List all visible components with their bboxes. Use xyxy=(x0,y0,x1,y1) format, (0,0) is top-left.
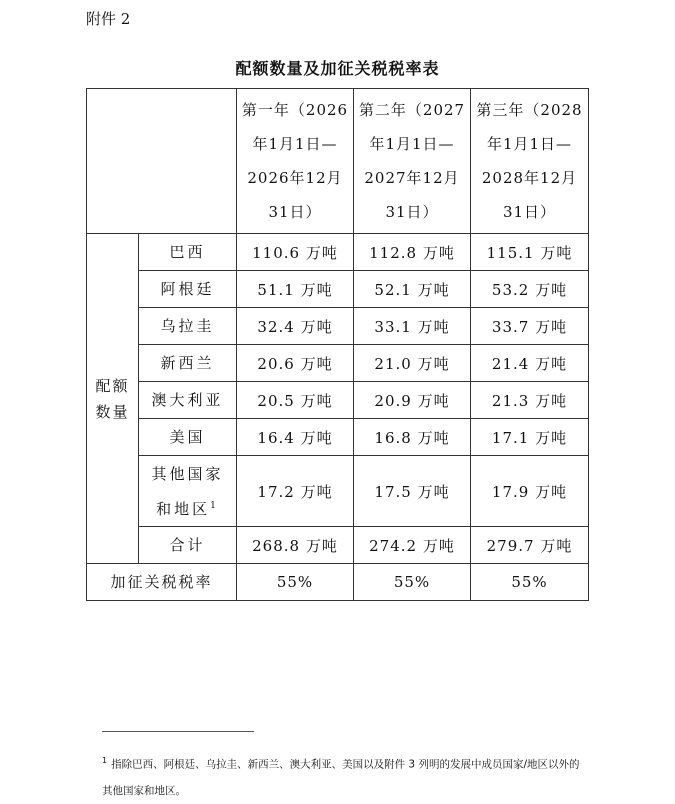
country-cell: 巴西 xyxy=(139,234,237,271)
table-row xyxy=(87,456,589,527)
total-label: 合计 xyxy=(139,527,237,564)
value-cell: 17.9 万吨 xyxy=(471,456,589,527)
country-cell: 乌拉圭 xyxy=(139,308,237,345)
country-cell: 美国 xyxy=(139,419,237,456)
table-title: 配额数量及加征关税税率表 xyxy=(235,59,440,78)
value-cell: 21.4 万吨 xyxy=(471,345,589,382)
value-cell: 52.1 万吨 xyxy=(354,271,471,308)
value-cell: 32.4 万吨 xyxy=(237,308,354,345)
table-row xyxy=(87,271,589,308)
tariff-rate-label: 加征关税税率 xyxy=(87,564,237,601)
value-cell: 16.4 万吨 xyxy=(237,419,354,456)
header-year-1: 第一年（2026年1月1日—2026年12月31日） xyxy=(237,89,354,234)
value-cell: 20.6 万吨 xyxy=(237,345,354,382)
value-cell: 20.5 万吨 xyxy=(237,382,354,419)
table-row xyxy=(87,234,589,271)
footnote xyxy=(102,748,582,804)
country-cell: 阿根廷 xyxy=(139,271,237,308)
header-row xyxy=(87,89,589,234)
value-cell: 17.1 万吨 xyxy=(471,419,589,456)
footnote-text: 指除巴西、阿根廷、乌拉圭、新西兰、澳大利亚、美国以及附件 3 列明的发展中成员国家/地区以外的其他国家和地区。 xyxy=(102,758,580,797)
value-cell: 33.7 万吨 xyxy=(471,308,589,345)
value-cell: 17.2 万吨 xyxy=(237,456,354,527)
footnote-divider xyxy=(102,731,254,732)
tariff-rate-value: 55% xyxy=(471,564,589,601)
total-value: 279.7 万吨 xyxy=(471,527,589,564)
total-value: 268.8 万吨 xyxy=(237,527,354,564)
table-row xyxy=(87,345,589,382)
value-cell: 112.8 万吨 xyxy=(354,234,471,271)
value-cell: 110.6 万吨 xyxy=(237,234,354,271)
value-cell: 53.2 万吨 xyxy=(471,271,589,308)
value-cell: 115.1 万吨 xyxy=(471,234,589,271)
value-cell: 21.0 万吨 xyxy=(354,345,471,382)
value-cell: 17.5 万吨 xyxy=(354,456,471,527)
quota-tariff-table xyxy=(86,88,589,601)
value-cell: 51.1 万吨 xyxy=(237,271,354,308)
country-cell xyxy=(139,456,237,527)
header-year-3: 第三年（2028年1月1日—2028年12月31日） xyxy=(471,89,589,234)
header-year-2: 第二年（2027年1月1日—2027年12月31日） xyxy=(354,89,471,234)
country-name: 其他国家和地区 xyxy=(151,464,224,518)
total-row xyxy=(87,527,589,564)
footnote-mark: 1 xyxy=(102,756,108,765)
table-row xyxy=(87,419,589,456)
tariff-rate-row xyxy=(87,564,589,601)
country-cell: 澳大利亚 xyxy=(139,382,237,419)
footnote-reference: 1 xyxy=(210,500,219,511)
header-corner-cell xyxy=(87,89,237,234)
quota-group-label: 配额数量 xyxy=(87,234,139,564)
table-row xyxy=(87,308,589,345)
total-value: 274.2 万吨 xyxy=(354,527,471,564)
value-cell: 20.9 万吨 xyxy=(354,382,471,419)
tariff-rate-value: 55% xyxy=(237,564,354,601)
value-cell: 33.1 万吨 xyxy=(354,308,471,345)
country-cell: 新西兰 xyxy=(139,345,237,382)
annex-label: 附件 2 xyxy=(86,10,131,28)
tariff-rate-value: 55% xyxy=(354,564,471,601)
table-row xyxy=(87,382,589,419)
value-cell: 21.3 万吨 xyxy=(471,382,589,419)
value-cell: 16.8 万吨 xyxy=(354,419,471,456)
